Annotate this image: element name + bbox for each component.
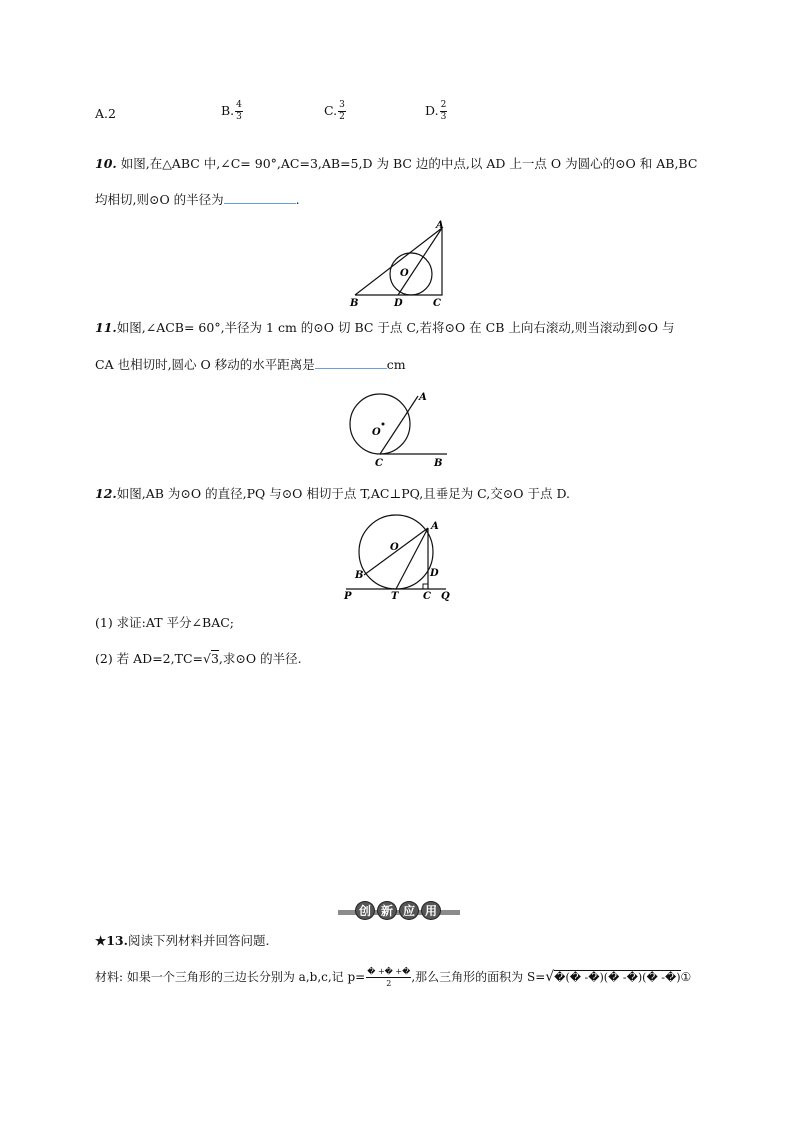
label-d: D bbox=[430, 568, 439, 579]
label-t: T bbox=[391, 591, 399, 602]
sqrt-symbol: √ bbox=[545, 969, 555, 985]
label-c: C bbox=[433, 298, 441, 309]
label-a: A bbox=[431, 521, 439, 532]
banner-char: 创 bbox=[355, 901, 375, 920]
q12-figure bbox=[340, 510, 460, 602]
label-o: O bbox=[372, 427, 381, 438]
banner-char: 应 bbox=[399, 901, 419, 920]
q11-line1: 11.如图,∠ACB= 60°,半径为 1 cm 的⊙O 切 BC 于点 C,若将⊙O 在 CB 上向右滚动,则当滚动到⊙O 与 bbox=[95, 320, 675, 335]
label-o: O bbox=[390, 542, 399, 553]
option-a: A.2 bbox=[95, 106, 116, 121]
q10-figure bbox=[345, 218, 455, 310]
option-b: B. $\frac{4}{3}$ bbox=[221, 100, 242, 122]
q13-material: 材料: 如果一个三角形的三边长分别为 a,b,c,记 p= $\frac{� +� +�}{2}$ ,那么三角形的面积为 S=√�(� -�)(� -�)(� -�)① bbox=[95, 967, 692, 988]
circle-o bbox=[350, 394, 410, 454]
q13-title: ★13.阅读下列材料并回答问题. bbox=[95, 933, 270, 948]
label-c: C bbox=[423, 591, 431, 602]
label-b: B bbox=[434, 458, 443, 469]
circle-o bbox=[390, 253, 432, 295]
segment-ad bbox=[398, 228, 442, 295]
p-fraction: $\frac{� +� +�}{2}$ bbox=[367, 967, 411, 988]
q12-part2: (2) 若 AD=2,TC=√3,求⊙O 的半径. bbox=[95, 651, 302, 666]
label-p: P bbox=[344, 591, 352, 602]
banner-char: 新 bbox=[377, 901, 397, 920]
q12-part1: (1) 求证:AT 平分∠BAC; bbox=[95, 615, 235, 630]
label-a: A bbox=[436, 220, 444, 231]
q11-figure bbox=[345, 388, 455, 470]
label-d: D bbox=[394, 298, 403, 309]
label-c: C bbox=[375, 458, 383, 469]
center-dot bbox=[382, 423, 385, 426]
label-a: A bbox=[419, 392, 427, 403]
sqrt-symbol: √ bbox=[202, 651, 211, 666]
label-o: O bbox=[400, 268, 409, 279]
option-c: C. $\frac{3}{2}$ bbox=[324, 100, 345, 122]
option-d: D. $\frac{2}{3}$ bbox=[425, 100, 447, 122]
q11-answer-blank[interactable] bbox=[315, 368, 387, 369]
q10-line2: 均相切,则⊙O 的半径为 . bbox=[95, 192, 300, 207]
ray-ca bbox=[380, 396, 418, 454]
option-c-fraction: $\frac{3}{2}$ bbox=[339, 100, 345, 122]
q12-line1: 12.如图,AB 为⊙O 的直径,PQ 与⊙O 相切于点 T,AC⊥PQ,且垂足为 C,交⊙O 于点 D. bbox=[95, 486, 570, 501]
label-b: B bbox=[350, 298, 359, 309]
right-angle-mark bbox=[423, 584, 428, 589]
option-b-fraction: $\frac{4}{3}$ bbox=[236, 100, 242, 122]
banner-char: 用 bbox=[421, 901, 441, 920]
label-b: B bbox=[355, 570, 364, 581]
section-banner bbox=[338, 901, 460, 920]
option-d-fraction: $\frac{2}{3}$ bbox=[440, 100, 447, 122]
q10-line1: 10. 如图,在△ABC 中,∠C= 90°,AC=3,AB=5,D 为 BC 边的中点,以 AD 上一点 O 为圆心的⊙O 和 AB,BC bbox=[95, 156, 698, 171]
q11-line2: CA 也相切时,圆心 O 移动的水平距离是 cm bbox=[95, 357, 406, 372]
q10-answer-blank[interactable] bbox=[224, 203, 296, 204]
segment-at bbox=[396, 528, 428, 589]
label-q: Q bbox=[441, 591, 450, 602]
